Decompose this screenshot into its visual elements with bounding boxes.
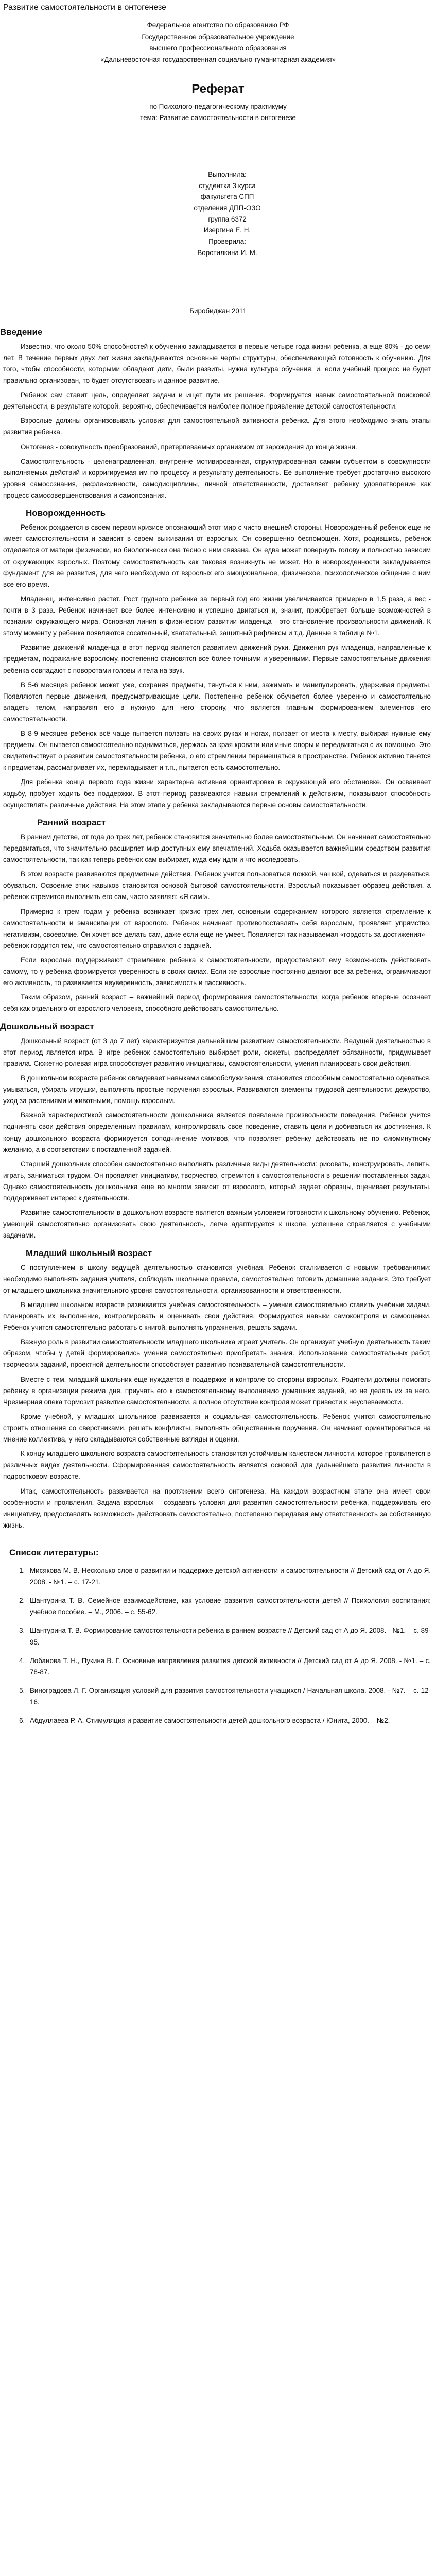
body-paragraph: Дошкольный возраст (от 3 до 7 лет) характеризуется дальнейшим развитием самостоятельности. Ведущей деятельностью в этот период является игра. В игре ребенок самостоятельно выбирает роли, сюжеты, распределяет обязанности, придумывает правила. Сюжетно-ролевая игра способствует развитию инициативы, самостоятельности, умения планировать свои действия. (3, 1037, 431, 1067)
section-heading: Младший школьный возраст (26, 1248, 152, 1258)
body-paragraph: В младшем школьном возрасте развивается учебная самостоятельность – умение самостоятельно ставить учебные задачи, планировать их выполнение, контролировать и оценивать свои действия. Формируются навыки самоконтроля и самооценки. Ребенок учится самостоятельно работать с книгой, выполнять упражнения, решать задачи. (3, 1300, 431, 1332)
section-heading: Введение (0, 327, 43, 337)
body-paragraph: Если взрослые поддерживают стремление ребенка к самостоятельности, предоставляют ему возможность действовать самому, то у ребенка формируется уверенность в своих силах. Если же взрослые постоянно делают все за ребенка, ограничивают его активность, то развивается неуверенность, зависимость и пассивность. (3, 956, 431, 987)
body-paragraph: Взрослые должны организовывать условия для самостоятельной активности ребенка. Для этого необходимо знать этапы развития ребенка. (3, 417, 431, 436)
report-heading: Реферат (191, 81, 245, 96)
body-paragraph: В этом возрасте развиваются предметные действия. Ребенок учится пользоваться ложкой, чашкой, одеваться и раздеваться, обуваться. Освоение этих навыков становится основой бытовой самостоятельности. Взрослый показывает образец действия, а ребенок стремится выполнить его сам, часто заявляя: «Я сам!». (3, 870, 431, 901)
body-paragraph: Старший дошкольник способен самостоятельно выполнять различные виды деятельности: рисовать, конструировать, лепить, играть, заниматься трудом. Он проявляет инициативу, творчество, стремится к самостоятельности в решении поставленных задач. Однако самостоятельность дошкольника еще во многом зависит от взрослого, который задает образцы, оценивает результаты, поддерживает интерес к деятельности. (3, 1160, 431, 1202)
institution-type-line: Государственное образовательное учреждение (142, 32, 294, 41)
reference-item: 5. Виноградова Л. Г. Организация условий для развития самостоятельности учащихся / Начальная школа. 2008. - №7. – с. 12-16. (27, 1685, 431, 1708)
body-paragraph: В раннем детстве, от года до трех лет, ребенок становится значительно более самостоятельным. Он начинает самостоятельно передвигаться, что значительно расширяет мир доступных ему впечатлений. Ходьба оказывается важнейшим средством развития самостоятельности, так как теперь ребенок сам выбирает, куда ему идти и что исследовать. (3, 833, 431, 864)
body-paragraph: Примерно к трем годам у ребенка возникает кризис трех лет, основным содержанием которого является стремление к самостоятельности и эмансипации от взрослого. Ребенок начинает противопоставлять себя взрослым, проявляет упрямство, негативизм, своеволие. Он хочет все делать сам, даже если еще не умеет. Появляется так называемая «гордость за достижения» – ребенок гордится тем, что самостоятельно справился с задачей. (3, 907, 431, 950)
author-line: Проверила: (208, 238, 246, 246)
section-heading: Ранний возраст (37, 817, 106, 827)
title-page (0, 20, 436, 317)
body-paragraph: В дошкольном возрасте ребенок овладевает навыками самообслуживания, становится способным самостоятельно одеваться, умываться, убирать игрушки, выполнять простые поручения взрослых. Развиваются элементы трудовой деятельности: дежурство, уход за растениями и животными, помощь взрослым. (3, 1074, 431, 1105)
body-paragraph: В 8-9 месяцев ребенок всё чаще пытается ползать на своих руках и ногах, ползает от места к месту, выбирая нужные ему предметы. Он пытается самостоятельно подниматься, держась за края кровати или иные опоры и передвигаться с их помощью. Это свидетельствует о развитии самостоятельности ребенка, о его стремлении перемещаться в пространстве. Ребенок активно тянется к предметам, рассматривает их, перекладывает и т.п., пытается есть самостоятельно. (3, 730, 431, 772)
author-line: Воротилкина И. М. (197, 248, 257, 257)
body-paragraph: Вместе с тем, младший школьник еще нуждается в поддержке и контроле со стороны взрослых. Родители должны помогать ребенку в организации режима дня, приучать его к самостоятельному выполнению домашних заданий, но не делать их за него. Чрезмерная опека тормозит развитие самостоятельности, а полное отсутствие контроля может привести к неуспеваемости. (3, 1375, 431, 1406)
reference-item: 1. Мисякова М. В. Несколько слов о развитии и поддержке детской активности и самостоятельности // Детский сад от А до Я. 2008. - №1. – с. 17-21. (27, 1565, 431, 1588)
reference-item: 4. Лобанова Т. Н., Пукина В. Г. Основные направления развития детской активности // Детский сад от А до Я. 2008. - №1. – с. 78-87. (27, 1655, 431, 1678)
report-subject: по Психолого-педагогическому практикуму (149, 102, 287, 110)
author-line: Изергина Е. Н. (203, 226, 251, 234)
reference-item: 6. Абдуллаева Р. А. Стимуляция и развитие самостоятельности детей дошкольного возраста / Юнита, 2000. – №2. (27, 1715, 431, 1726)
body-paragraph: Важную роль в развитии самостоятельности младшего школьника играет учитель. Он организует учебную деятельность таким образом, чтобы у детей формировались умения самостоятельно приобретать знания. Использование самостоятельных работ, творческих заданий, проектной деятельности способствует развитию познавательной самостоятельности. (3, 1338, 431, 1369)
document-title: Развитие самостоятельности в онтогенезе (3, 3, 166, 12)
body-paragraph: Для ребенка конца первого года жизни характерна активная ориентировка в окружающей его обстановке. Он осваивает ходьбу, пробует ходить без поддержки. В этот период развиваются навыки стремлений к действиям, показывают способность осуществлять различные действия. На этом этапе у ребенка закладываются первые основы самостоятельности. (3, 778, 431, 809)
body-paragraph: Итак, самостоятельность развивается на протяжении всего онтогенеза. На каждом возрастном этапе она имеет свои особенности и проявления. Задача взрослых – создавать условия для развития самостоятельности ребенка, поддерживать его инициативу, предоставлять возможность действовать самостоятельно, постепенно передавая ему ответственность за собственную жизнь. (3, 1487, 431, 1529)
body-paragraph: Таким образом, ранний возраст – важнейший период формирования самостоятельности, когда ребенок впервые осознает себя как отдельного от взрослого человека, способного действовать самостоятельно. (3, 993, 431, 1013)
institution-name-line: «Дальневосточная государственная социально-гуманитарная академия» (100, 55, 336, 63)
body-paragraph: Важной характеристикой самостоятельности дошкольника является появление произвольности поведения. Ребенок учится подчинять свои действия определенным правилам, контролировать свое поведение, ставить цели и добиваться их достижения. К концу дошкольного возраста формируется соподчинение мотивов, что позволяет ребенку действовать не по сиюминутному желанию, а в соответствии с поставленной задачей. (3, 1111, 431, 1154)
report-topic: тема: Развитие самостоятельности в онтогенезе (140, 113, 296, 122)
body-paragraph: Развитие самостоятельности в дошкольном возрасте является важным условием готовности к школьному обучению. Ребенок, умеющий самостоятельно организовать свою деятельность, легче адаптируется к школе, успешнее справляется с учебными задачами. (3, 1209, 431, 1240)
body-paragraph: Онтогенез - совокупность преобразований, претерпеваемых организмом от зарождения до конца жизни. (21, 443, 357, 451)
reference-item: 2. Шантурина Т. В. Семейное взаимодействие, как условие развития самостоятельности детей // Психология воспитания: учебное пособие. – М., 2006. – с. 55-62. (27, 1595, 431, 1618)
author-line: факультета СПП (200, 193, 254, 201)
section-heading: Дошкольный возраст (0, 1021, 94, 1031)
author-line: студентка 3 курса (199, 181, 256, 190)
body-paragraph: Младенец, интенсивно растет. Рост грудного ребенка за первый год его жизни увеличивается примерно в 1,5 раза, а вес - почти в 3 раза. Ребенок начинает все более интенсивно и успешно двигаться и, значит, приобретает больше возможностей в познании окружающего мира. Основная линия в физическом развитии младенца - это становление произвольности движений. К этому моменту у ребенка появляются сосательный, хватательный, защитный рефлексы и т.д. Данные в таблице №1. (3, 595, 431, 637)
references-heading: Список литературы: (9, 1548, 99, 1557)
author-line: отделения ДПП-ОЗО (194, 204, 261, 212)
author-line: Выполнила: (208, 170, 247, 178)
body-paragraph: Самостоятельность - целенаправленная, внутренне мотивированная, структурированная самим субъектом в совокупности выполняемых действий и корригируемая им по процессу и результату деятельность. Ее выполнение требует достаточно высокого уровня самосознания, рефлексивности, самодисциплины, личной ответственности, доставляет ребенку удовлетворение как процесс самосовершенствования и самопознания. (3, 457, 431, 499)
reference-item: 3. Шантурина Т. В. Формирование самостоятельности ребенка в раннем возрасте // Детский сад от А до Я. 2008. - №1. – с. 89-95. (27, 1625, 431, 1648)
body-paragraph: Ребенок рождается в своем первом кризисе опознающий этот мир с чисто внешней стороны. Новорожденный ребенок еще не имеет самостоятельности и зависит в своем выживании от взрослых. Он совершенно беспомощен. Хотя, родившись, ребенок отделяется от матери физически, но биологически она тесно с ним связана. Он едва может повернуть голову и полностью зависим от окружающих взрослых. Поэтому самостоятельность как таковая возникнуть не может. Но в новорожденности закладывается фундамент для ее развития, для чего необходимо от взрослых его эмоциональное, физическое, психологическое общение с ним все его время. (3, 523, 431, 588)
body-paragraph: К концу младшего школьного возраста самостоятельность становится устойчивым качеством личности, которое проявляется в различных видах деятельности. Сформированная самостоятельность является основой для дальнейшего развития личности в подростковом возрасте. (3, 1450, 431, 1481)
author-line: группа 6372 (208, 215, 247, 223)
author-block (19, 169, 436, 259)
education-level-line: высшего профессионального образования (149, 44, 287, 52)
body-paragraph: Ребенок сам ставит цель, определяет задачи и ищет пути их решения. Формируется навык самостоятельной поисковой деятельности, в результате которой, вероятно, обеспечивается наиболее полное проявление детской самостоятельности. (3, 391, 431, 411)
document-body (0, 327, 436, 1531)
agency-line: Федеральное агентство по образованию РФ (147, 21, 289, 29)
body-paragraph: В 5-6 месяцев ребенок может уже, сохраняя предметы, тянуться к ним, зажимать и манипулировать, удерживая предметы. Появляются первые движения, предусматривающие цели. Постепенно ребенок обучается более уверенно и самостоятельно владеть телом, направляя его в нужную для него сторону, что является главным формированием элементов его самостоятельности. (3, 681, 431, 723)
city-year: Биробиджан 2011 (189, 307, 247, 315)
body-paragraph: Кроме учебной, у младших школьников развивается и социальная самостоятельность. Ребенок учится самостоятельно строить отношения со сверстниками, решать конфликты, выполнять общественные поручения. Он начинает ориентироваться на мнение коллектива, у него складываются собственные взгляды и оценки. (3, 1412, 431, 1444)
references-list (3, 1565, 431, 1726)
section-heading: Новорожденность (26, 508, 106, 518)
body-paragraph: Известно, что около 50% способностей к обучению закладывается в первые четыре года жизни ребенка, а еще 80% - до семи лет. В течение первых двух лет жизни закладываются основные черты структуры, обеспечивающей готовность к обучению. Для того, чтобы способности, которыми обладают дети, были развиты, нужна культура обучения, и, если учебный процесс не будет правильно организован, то будет отсутствовать и данное развитие. (3, 342, 431, 384)
body-paragraph: Развитие движений младенца в этот период является развитием движений руки. Движения рук младенца, направленные к предметам, подражание взрослому, постепенно становятся все более точными и уверенными. Первые самостоятельные движения ребенка совпадают с поворотами головы и тела на звук. (3, 643, 431, 674)
body-paragraph: С поступлением в школу ведущей деятельностью становится учебная. Ребенок сталкивается с новыми требованиями: необходимо выполнять задания учителя, соблюдать школьные правила, самостоятельно готовить домашние задания. Это требует от младшего школьника значительного уровня самостоятельности, организованности и ответственности. (3, 1263, 431, 1294)
